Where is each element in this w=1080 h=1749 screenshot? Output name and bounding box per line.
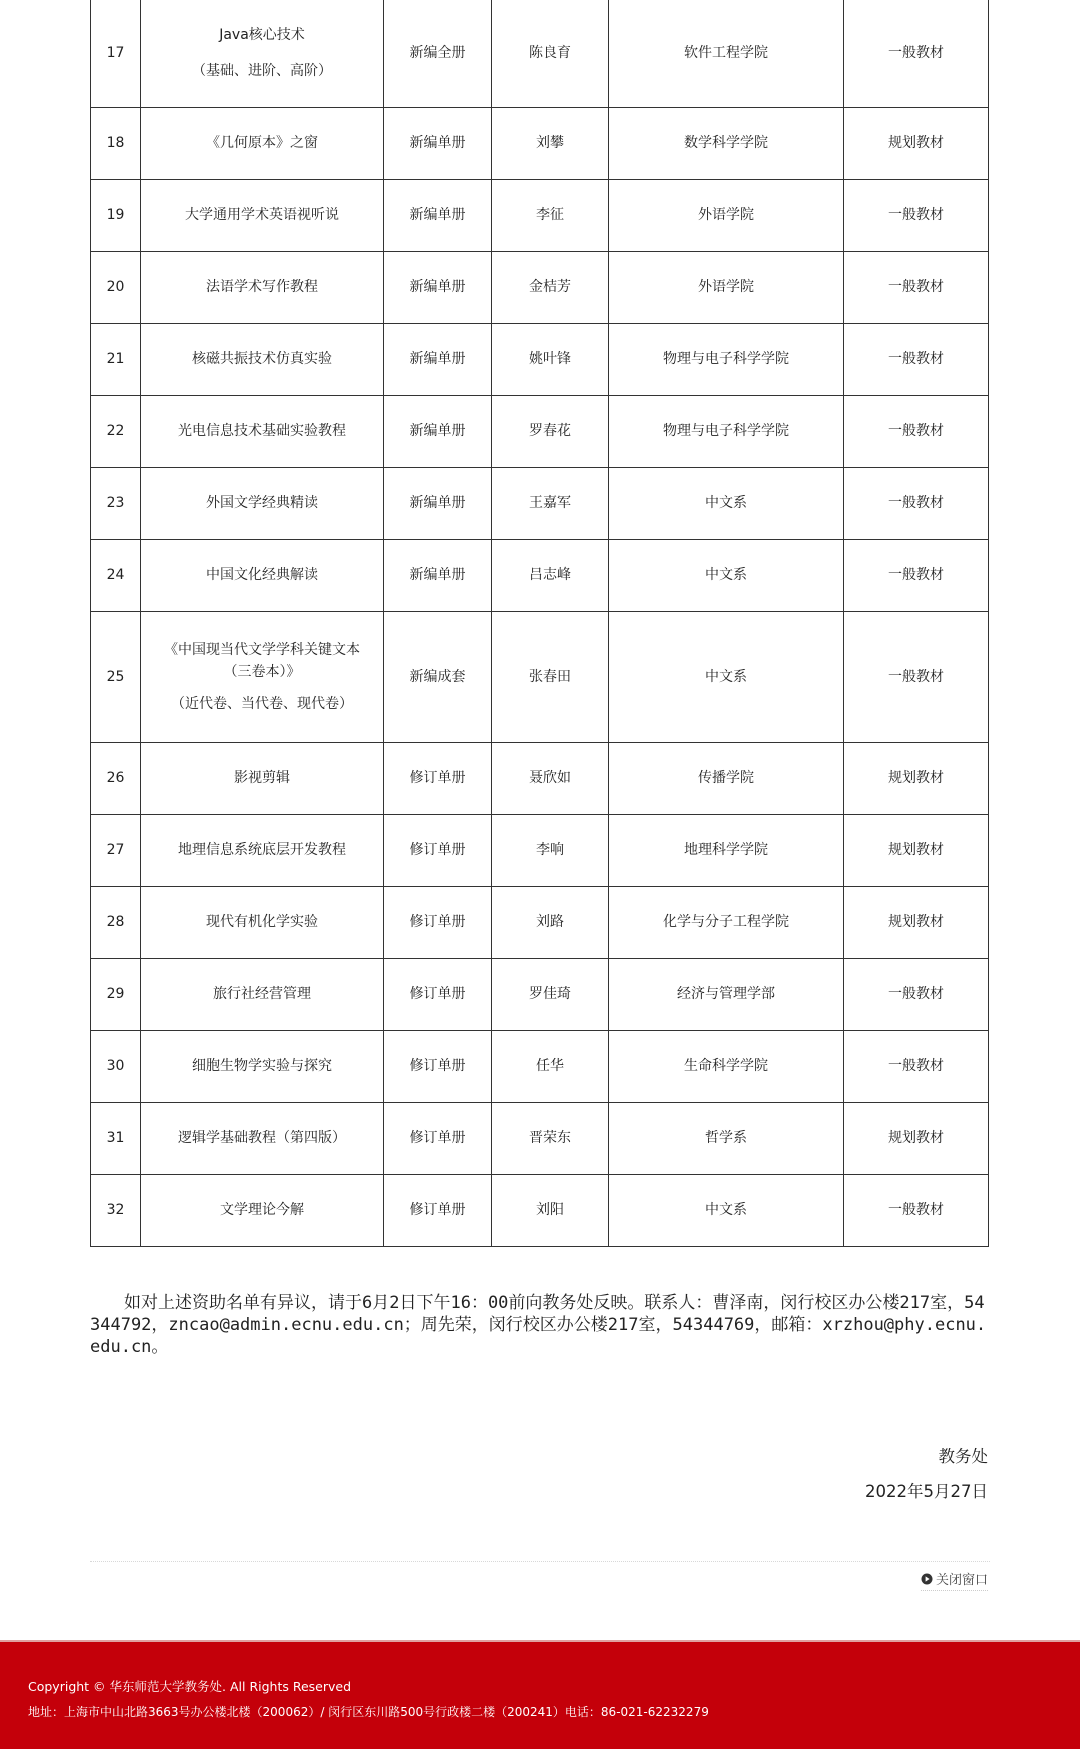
category-cell: 一般教材 [844, 395, 989, 467]
textbook-title-line: （三卷本）》 [223, 663, 301, 680]
category-cell: 一般教材 [844, 958, 989, 1030]
editor-cell: 刘路 [492, 886, 609, 958]
textbook-title-line: （基础、进阶、高阶） [192, 63, 332, 80]
table-row [91, 1174, 989, 1246]
table-row [91, 251, 989, 323]
category-cell: 一般教材 [844, 0, 989, 107]
editor-cell: 李征 [492, 179, 609, 251]
textbook-title-line: 外国文学经典精读 [206, 495, 318, 511]
table-row [91, 1102, 989, 1174]
editor-cell: 聂欣如 [492, 742, 609, 814]
table-row [91, 886, 989, 958]
row-number-cell: 24 [91, 539, 141, 611]
college-cell: 中文系 [609, 539, 844, 611]
edition-type-cell: 新编单册 [384, 251, 492, 323]
textbook-title-line: 《几何原本》之窗 [206, 135, 318, 151]
category-cell: 规划教材 [844, 742, 989, 814]
college-cell: 软件工程学院 [609, 0, 844, 107]
table-body [91, 0, 989, 1246]
college-cell: 生命科学学院 [609, 1030, 844, 1102]
textbook-title-line: 细胞生物学实验与探究 [192, 1058, 332, 1074]
college-cell: 外语学院 [609, 179, 844, 251]
category-cell: 规划教材 [844, 107, 989, 179]
funding-list-table-container [90, 0, 988, 1247]
textbook-title-cell [141, 323, 384, 395]
row-number-cell: 25 [91, 611, 141, 742]
textbook-title-line: 《中国现当代文学学科关键文本 [164, 641, 360, 658]
college-cell: 地理科学学院 [609, 814, 844, 886]
textbook-title-cell [141, 179, 384, 251]
textbook-title-cell [141, 467, 384, 539]
college-cell: 中文系 [609, 1174, 844, 1246]
row-number-cell: 27 [91, 814, 141, 886]
textbook-title-line: 大学通用学术英语视听说 [185, 207, 339, 223]
footer-address: 地址：上海市中山北路3663号办公楼北楼（200062）/ 闵行区东川路500号行政楼二楼（200241）电话：86-021-62232279 [28, 1705, 709, 1719]
textbook-title-cell [141, 814, 384, 886]
edition-type-cell: 新编单册 [384, 467, 492, 539]
textbook-title-cell [141, 886, 384, 958]
textbook-title-line: 法语学术写作教程 [206, 279, 318, 295]
category-cell: 一般教材 [844, 1030, 989, 1102]
textbook-title-cell [141, 251, 384, 323]
category-cell: 一般教材 [844, 1174, 989, 1246]
row-number-cell: 30 [91, 1030, 141, 1102]
college-cell: 数学科学学院 [609, 107, 844, 179]
editor-cell: 王嘉军 [492, 467, 609, 539]
table-row [91, 742, 989, 814]
editor-cell: 罗佳琦 [492, 958, 609, 1030]
edition-type-cell: 新编全册 [384, 0, 492, 107]
edition-type-cell: 新编单册 [384, 395, 492, 467]
row-number-cell: 26 [91, 742, 141, 814]
edition-type-cell: 修订单册 [384, 742, 492, 814]
editor-cell: 姚叶锋 [492, 323, 609, 395]
edition-type-cell: 新编单册 [384, 179, 492, 251]
textbook-title-cell [141, 539, 384, 611]
college-cell: 中文系 [609, 467, 844, 539]
edition-type-cell: 新编单册 [384, 323, 492, 395]
edition-type-cell: 修订单册 [384, 958, 492, 1030]
category-cell: 一般教材 [844, 611, 989, 742]
row-number-cell: 22 [91, 395, 141, 467]
close-window-label: 关闭窗口 [935, 1573, 988, 1588]
editor-cell: 刘攀 [492, 107, 609, 179]
table-row [91, 179, 989, 251]
editor-cell: 陈良育 [492, 0, 609, 107]
edition-type-cell: 新编单册 [384, 539, 492, 611]
objection-notice: 如对上述资助名单有异议，请于6月2日下午16：00前向教务处反映。联系人：曹泽南，闵行校区办公楼217室，54344792，zncao@admin.ecnu.edu.cn；周先荣，闵行校区办公楼217室，54344769，邮箱：xrzhou@phy.ecnu.edu.cn。 [90, 1293, 987, 1357]
table-row [91, 1030, 989, 1102]
textbook-title-cell [141, 1174, 384, 1246]
editor-cell: 罗春花 [492, 395, 609, 467]
category-cell: 规划教材 [844, 886, 989, 958]
category-cell: 一般教材 [844, 179, 989, 251]
textbook-title-line: 核磁共振技术仿真实验 [192, 351, 332, 367]
textbook-title-line: 地理信息系统底层开发教程 [178, 842, 346, 858]
editor-cell: 吕志峰 [492, 539, 609, 611]
college-cell: 中文系 [609, 611, 844, 742]
category-cell: 规划教材 [844, 1102, 989, 1174]
college-cell: 物理与电子科学学院 [609, 395, 844, 467]
signature-department: 教务处 [938, 1447, 988, 1466]
play-circle-icon [921, 1573, 933, 1585]
table-row [91, 539, 989, 611]
textbook-title-cell [141, 1030, 384, 1102]
row-number-cell: 20 [91, 251, 141, 323]
college-cell: 物理与电子科学学院 [609, 323, 844, 395]
editor-cell: 张春田 [492, 611, 609, 742]
table-row [91, 0, 989, 107]
editor-cell: 李响 [492, 814, 609, 886]
edition-type-cell: 新编单册 [384, 107, 492, 179]
editor-cell: 刘阳 [492, 1174, 609, 1246]
textbook-title-line: （近代卷、当代卷、现代卷） [171, 695, 353, 712]
textbook-title-cell [141, 395, 384, 467]
college-cell: 化学与分子工程学院 [609, 886, 844, 958]
edition-type-cell: 修订单册 [384, 886, 492, 958]
edition-type-cell: 修订单册 [384, 1102, 492, 1174]
editor-cell: 任华 [492, 1030, 609, 1102]
row-number-cell: 32 [91, 1174, 141, 1246]
table-row [91, 611, 989, 742]
textbook-title-cell [141, 611, 384, 742]
row-number-cell: 21 [91, 323, 141, 395]
category-cell: 一般教材 [844, 467, 989, 539]
editor-cell: 晋荣东 [492, 1102, 609, 1174]
textbook-title-line: 中国文化经典解读 [206, 567, 318, 583]
category-cell: 一般教材 [844, 539, 989, 611]
edition-type-cell: 新编成套 [384, 611, 492, 742]
category-cell: 一般教材 [844, 323, 989, 395]
textbook-title-line: 逻辑学基础教程（第四版） [178, 1130, 346, 1146]
table-row [91, 814, 989, 886]
signature-date: 2022年5月27日 [865, 1482, 988, 1501]
textbook-title-line: 影视剪辑 [234, 770, 290, 786]
row-number-cell: 31 [91, 1102, 141, 1174]
table-row [91, 467, 989, 539]
category-cell: 一般教材 [844, 251, 989, 323]
content-divider [90, 1561, 990, 1562]
row-number-cell: 29 [91, 958, 141, 1030]
table-row [91, 107, 989, 179]
textbook-title-cell [141, 1102, 384, 1174]
table-row [91, 958, 989, 1030]
textbook-title-cell [141, 958, 384, 1030]
textbook-title-line: 旅行社经营管理 [213, 986, 311, 1002]
textbook-title-cell [141, 742, 384, 814]
college-cell: 经济与管理学部 [609, 958, 844, 1030]
row-number-cell: 28 [91, 886, 141, 958]
college-cell: 哲学系 [609, 1102, 844, 1174]
textbook-title-line: 现代有机化学实验 [206, 914, 318, 930]
textbook-title-cell [141, 0, 384, 107]
editor-cell: 金桔芳 [492, 251, 609, 323]
row-number-cell: 18 [91, 107, 141, 179]
edition-type-cell: 修订单册 [384, 1030, 492, 1102]
row-number-cell: 23 [91, 467, 141, 539]
row-number-cell: 17 [91, 0, 141, 107]
table-row [91, 323, 989, 395]
funding-list-table [90, 0, 989, 1247]
category-cell: 规划教材 [844, 814, 989, 886]
edition-type-cell: 修订单册 [384, 814, 492, 886]
college-cell: 传播学院 [609, 742, 844, 814]
edition-type-cell: 修订单册 [384, 1174, 492, 1246]
college-cell: 外语学院 [609, 251, 844, 323]
table-row [91, 395, 989, 467]
textbook-title-line: 光电信息技术基础实验教程 [178, 423, 346, 439]
textbook-title-line: 文学理论今解 [220, 1202, 304, 1218]
textbook-title-cell [141, 107, 384, 179]
close-window-link[interactable] [921, 1569, 988, 1591]
row-number-cell: 19 [91, 179, 141, 251]
site-footer [0, 1640, 1080, 1749]
textbook-title-line: Java核心技术 [219, 27, 305, 44]
footer-copyright: Copyright © 华东师范大学教务处. All Rights Reserved [28, 1679, 352, 1694]
